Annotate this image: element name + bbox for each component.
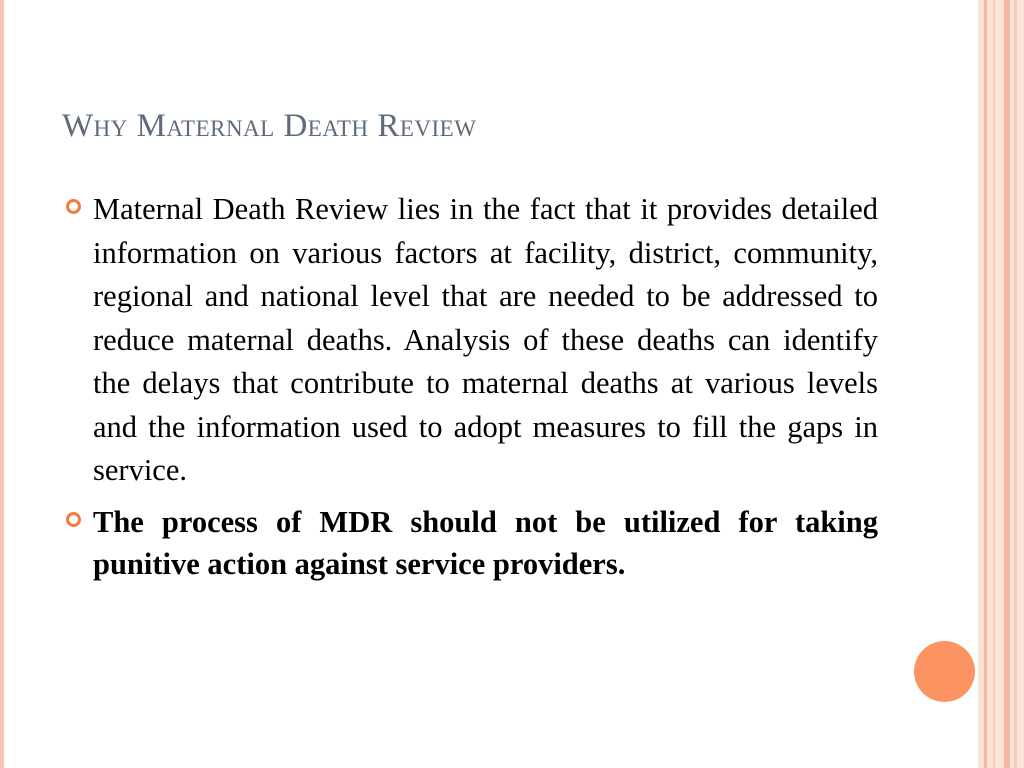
bullet-marker-icon <box>66 199 81 214</box>
bullet-marker-icon <box>66 512 81 527</box>
bullet-text: The process of MDR should not be utilized for taking punitive action against service providers. <box>93 504 878 581</box>
right-stripe <box>993 0 995 768</box>
left-border <box>0 0 4 768</box>
bullet-text: Maternal Death Review lies in the fact that it provides detailed information on various factors at facility, district, community, regional and national level that are needed to be addressed to reduce maternal deaths. Analysis of these deaths can identify the delays that contribute to maternal deaths at various levels and the information used to adopt measures to fill the gaps in service. <box>93 192 878 487</box>
right-stripe <box>984 0 987 768</box>
right-stripe <box>1014 0 1017 768</box>
bullet-item-1 <box>62 188 878 493</box>
orange-circle-icon <box>914 641 975 702</box>
slide-title: Why Maternal Death Review <box>62 108 477 144</box>
bullet-item-2 <box>62 501 878 585</box>
right-stripe <box>1004 0 1010 768</box>
bullet-list <box>62 188 878 593</box>
